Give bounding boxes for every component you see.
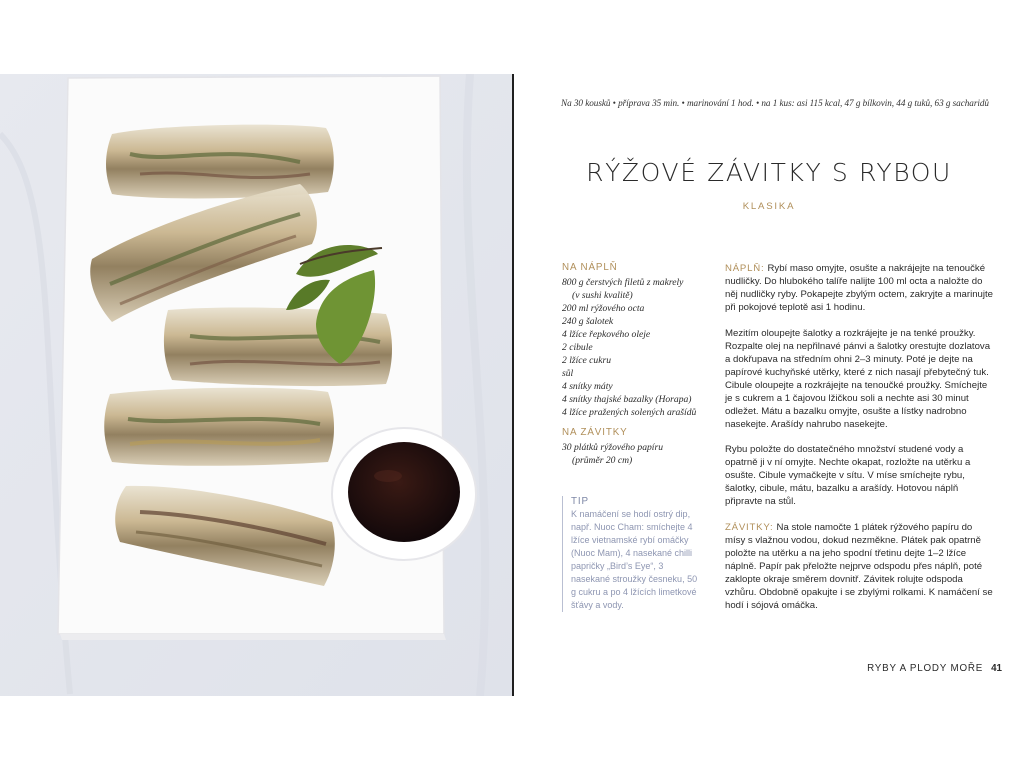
food-photo-icon	[0, 74, 512, 696]
ingredient-item: (v sushi kvalitě)	[572, 290, 633, 301]
footer-section: RYBY A PLODY MOŘE	[867, 663, 984, 674]
method-step-text: Mezitím oloupejte šalotky a rozkrájejte je na tenké proužky. Rozpalte olej na nepřilnavé pánvi a šalotky orestujte dozlatova a dokřupava na středním ohni 2–3 minuty. Poté je dejte na papírové kuchyňské utěrky, které z nich nasají přebytečný tuk. Cibule oloupejte a rozkrájejte na tenoučké proužky. Smíchejte je s cukrem a 1 čajovou lžičkou soli a nechte asi 30 minut odležet. Mátu a bazalku omyjte, osušte a lístky nadrobno nasekejte. Arašídy nahrubo nasekejte.	[725, 327, 991, 430]
ingredients-list	[562, 262, 712, 467]
page-footer	[867, 663, 1002, 674]
wraps-ingredients	[562, 441, 712, 467]
ingredient-item: 4 lžíce řepkového oleje	[562, 329, 651, 340]
ingredient-item: 240 g šalotek	[562, 316, 614, 327]
method-step-label: NÁPLŇ:	[725, 263, 765, 274]
ingredient-item: 2 lžíce cukru	[562, 355, 612, 366]
ingredient-item: 30 plátků rýžového papíru	[562, 442, 663, 453]
recipe-page	[514, 74, 1024, 696]
method-paragraph	[725, 443, 995, 508]
page-number: 41	[991, 663, 1002, 674]
method-step-text: Rybu položte do dostatečného množství studené vody a opatrně ji v ní omyjte. Nechte okapat, rozložte na utěrku a osušte. Cibule vymačkejte v sítu. V míse smíchejte rybu, šalotky, cibule, mátu, bazalku a arašídy. Hotovou náplň připravte na stůl.	[725, 444, 971, 507]
recipe-title: RÝŽOVÉ ZÁVITKY S RYBOU	[586, 158, 952, 187]
method-paragraph	[725, 521, 995, 612]
recipe-subtitle: KLASIKA	[742, 201, 796, 212]
ingredient-item: sůl	[562, 368, 574, 379]
ingredient-item: (průměr 20 cm)	[572, 455, 633, 466]
dip-bowl	[332, 428, 476, 560]
ingredient-item: 800 g čerstvých filetů z makrely	[562, 277, 684, 288]
tip-heading: TIP	[571, 496, 589, 507]
ingredient-item: 4 lžíce pražených solených arašídů	[562, 407, 697, 418]
tip-box	[562, 496, 702, 612]
method-step-text: Na stole namočte 1 plátek rýžového papíru do mísy s vlažnou vodou, dokud nezměkne. Plátek pak opatrně položte na utěrku a na jeho spodní třetinu dejte 1–2 lžíce náplně. Papír pak přeložte nejprve odspodu přes náplň, poté zaklopte okraje směrem dovnitř. Závitek rolujte odspoda vzhůru. Obdobně opakujte i se zbylými rolkami. K namáčení se hodí i sójová omáčka.	[725, 521, 993, 611]
food-photo	[0, 74, 512, 696]
book-spread	[0, 74, 1024, 696]
tip-body: K namáčení se hodí ostrý dip, např. Nuoc Cham: smíchejte 4 lžíce vietnamské rybí omáčky (Nuoc Mam), 4 nasekané chilli papričky „Bird’s Eye“, 3 nasekané stroužky česneku, 50 g cukru a po 4 lžících limetkové šťávy a vody.	[571, 509, 698, 610]
wraps-heading: NA ZÁVITKY	[562, 427, 628, 438]
ingredient-item: 4 snítky thajské bazalky (Horapa)	[562, 394, 692, 405]
method-paragraph	[725, 262, 995, 314]
method-step-label: ZÁVITKY:	[725, 521, 774, 533]
method-steps	[725, 262, 995, 624]
ingredient-item: 2 cibule	[562, 342, 593, 353]
filling-heading: NA NÁPLŇ	[562, 262, 618, 273]
ingredient-item: 200 ml rýžového octa	[562, 303, 645, 314]
spring-roll-4	[104, 388, 334, 466]
recipe-meta-line: Na 30 kousků • příprava 35 min. • marinování 1 hod. • na 1 kus: asi 115 kcal, 47 g bílkovin, 44 g tuků, 63 g sacharidů	[561, 98, 989, 108]
method-step-text: Rybí maso omyjte, osušte a nakrájejte na tenoučké nudličky. Do hlubokého talíře nalijte 100 ml octa a naložte do něj nudličky ryby. Pokapejte zbylým octem, zakryjte a marinujte při pokojové teplotě asi 1 hodinu.	[725, 263, 994, 313]
ingredient-item: 4 snítky máty	[562, 381, 613, 392]
filling-ingredients	[562, 276, 712, 419]
method-paragraph	[725, 327, 995, 431]
